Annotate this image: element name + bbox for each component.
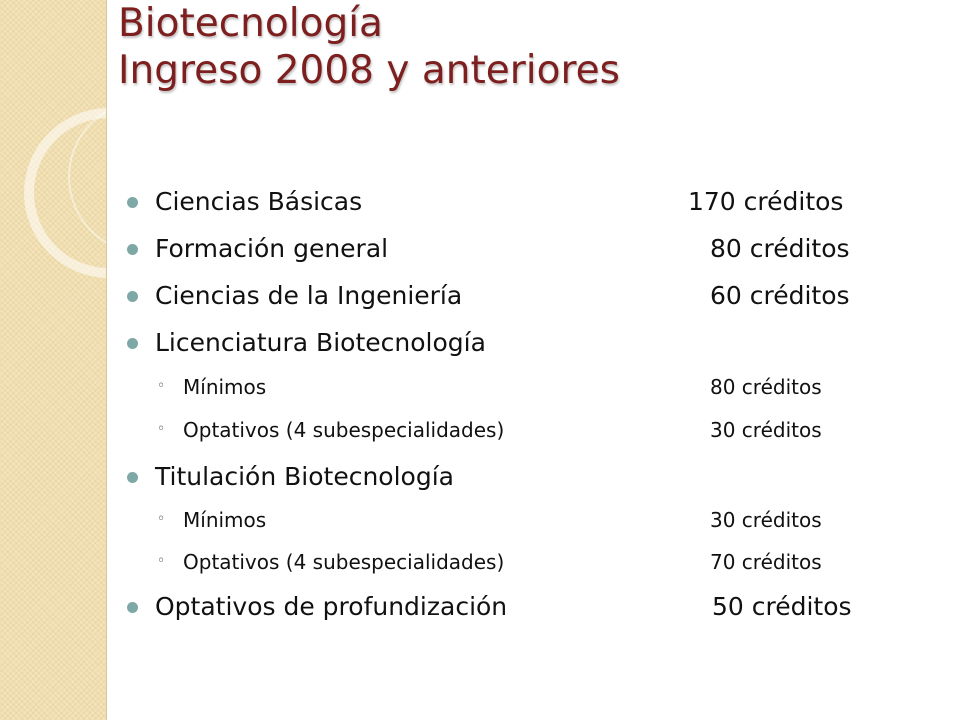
bullet-icon [127,197,138,208]
item-label: Optativos de profundización [155,592,508,621]
item-label: Mínimos [183,375,267,399]
item-label: Optativos (4 subespecialidades) [183,550,505,574]
item-label: Ciencias Básicas [155,187,363,216]
bullet-icon [127,291,138,302]
item-label: Optativos (4 subespecialidades) [183,418,505,442]
item-value: 170 créditos [688,187,844,216]
item-label: Titulación Biotecnología [155,462,454,491]
sub-bullet-icon: ◦ [157,553,166,569]
bullet-icon [127,338,138,349]
item-value: 80 créditos [710,234,850,263]
item-value: 30 créditos [710,508,822,532]
item-value: 80 créditos [710,375,822,399]
sub-bullet-icon: ◦ [157,378,166,394]
item-value: 30 créditos [710,418,822,442]
title-line-2: Ingreso 2008 y anteriores [118,48,620,93]
bullet-icon [127,602,138,613]
item-value: 60 créditos [710,281,850,310]
sub-bullet-icon: ◦ [157,421,166,437]
item-value: 70 créditos [710,550,822,574]
item-label: Formación general [155,234,389,263]
title-line-1: Biotecnología [118,1,383,46]
item-label: Ciencias de la Ingeniería [155,281,463,310]
item-label: Licenciatura Biotecnología [155,328,486,357]
item-label: Mínimos [183,508,267,532]
item-value: 50 créditos [712,592,852,621]
bullet-icon [127,472,138,483]
sub-bullet-icon: ◦ [157,511,166,527]
bullet-icon [127,244,138,255]
